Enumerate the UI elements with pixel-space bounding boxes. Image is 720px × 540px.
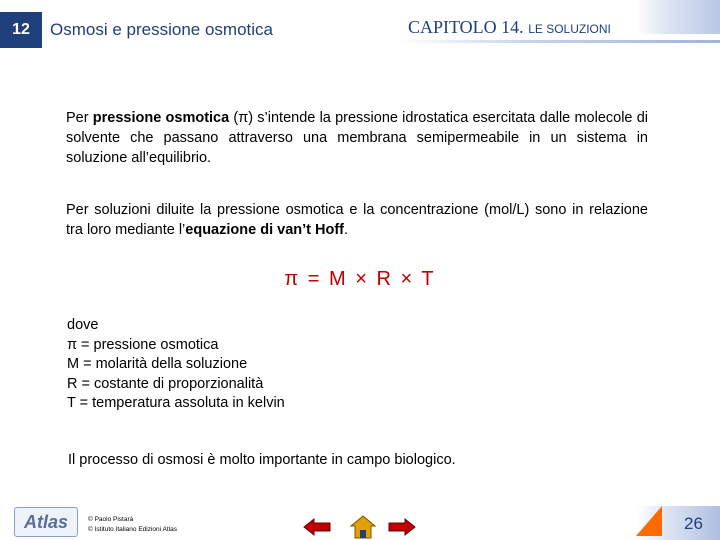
previous-button[interactable]: [302, 515, 332, 539]
relation-paragraph: [66, 200, 648, 240]
slide-number: 12: [0, 12, 42, 48]
relation-text-post: .: [343, 222, 349, 238]
page-corner-decoration: [636, 506, 662, 536]
vant-hoff-equation: π = M × R × T: [284, 268, 436, 290]
relation-term: equazione di van’t Hoff: [185, 222, 344, 238]
intro-text-post: (π) s’intende la pressione idrostatica esercitata dalle molecole di solvente che passano attraverso una membrana semipermeabile in un sistema in soluzione all’equilibrio.: [66, 110, 648, 166]
chapter-header: [408, 17, 611, 38]
intro-text-pre: Per: [66, 110, 93, 126]
atlas-logo: Atlas: [14, 507, 78, 537]
definitions-intro: dove: [67, 317, 99, 333]
intro-paragraph: [66, 108, 648, 168]
arrow-left-icon: [303, 517, 331, 537]
credit-publisher: © Istituto Italiano Edizioni Atlas: [88, 526, 177, 533]
header-corner-decoration: [636, 0, 720, 34]
credit-author: © Paolo Pistarà: [88, 516, 134, 523]
header-divider: [400, 40, 720, 43]
next-button[interactable]: [387, 515, 417, 539]
chapter-name: LE SOLUZIONI: [528, 22, 611, 36]
home-button[interactable]: [348, 515, 378, 539]
definitions-list: [67, 316, 285, 414]
page-number: 26: [684, 514, 703, 533]
definition-t: T = temperatura assoluta in kelvin: [67, 395, 285, 411]
definition-m: M = molarità della soluzione: [67, 356, 248, 372]
definition-pi: π = pressione osmotica: [67, 336, 219, 353]
intro-term: pressione osmotica: [92, 110, 230, 126]
chapter-label: CAPITOLO 14.: [408, 17, 524, 37]
arrow-right-icon: [388, 517, 416, 537]
definition-r: R = costante di proporzionalità: [67, 375, 264, 392]
home-icon: [350, 515, 376, 539]
slide-title: Osmosi e pressione osmotica: [50, 20, 273, 39]
relation-text-pre: Per soluzioni diluite la pressione osmotica e la concentrazione (mol/L) sono in relazione tra loro mediante l’: [66, 202, 648, 238]
page-badge: [636, 506, 720, 540]
credits: [88, 515, 177, 535]
closing-sentence: Il processo di osmosi è molto importante in campo biologico.: [68, 452, 456, 468]
